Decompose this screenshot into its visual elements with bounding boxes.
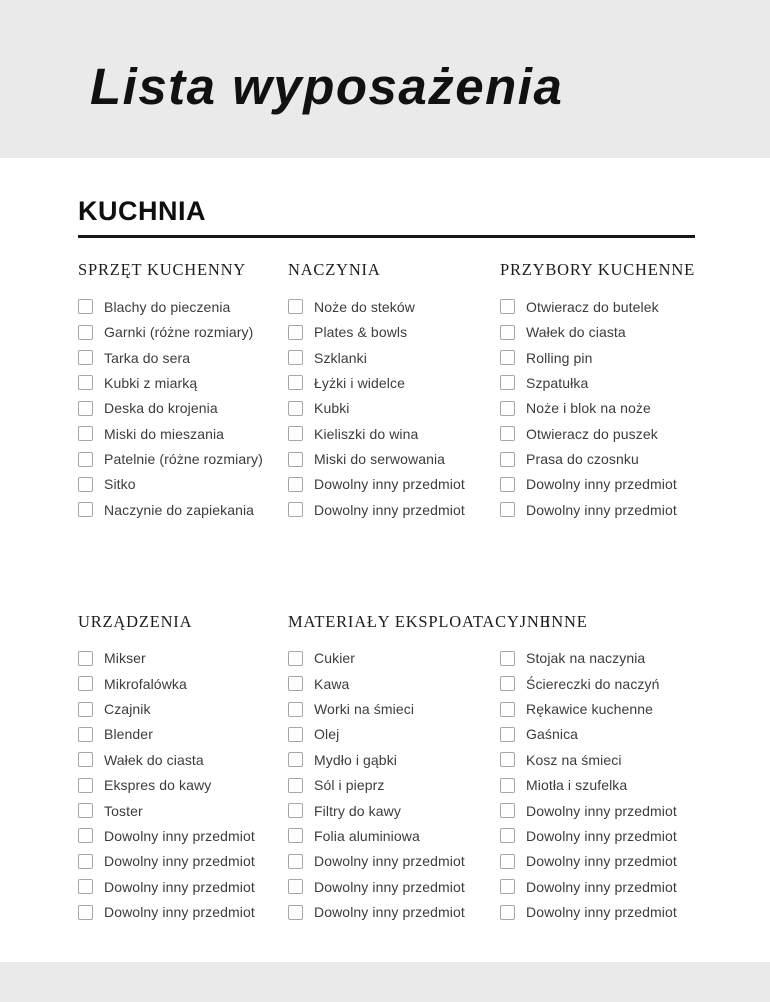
checklist-item [78, 294, 288, 319]
group-heading: MATERIAŁY EKSPLOATACYJNE [288, 611, 551, 631]
checklist-item [288, 396, 500, 421]
checklist-item [78, 446, 288, 471]
checklist-item [500, 722, 695, 747]
section-divider [78, 235, 695, 238]
checklist-item [78, 646, 288, 671]
item-label: Blender [104, 726, 153, 743]
group-heading: NACZYNIA [288, 260, 381, 280]
item-label: Dowolny inny przedmiot [526, 501, 677, 518]
checklist-item [288, 472, 500, 497]
section-title: KUCHNIA [78, 196, 206, 226]
checkbox-unchecked[interactable] [500, 879, 515, 894]
checklist-item [500, 849, 695, 874]
item-label: Naczynie do zapiekania [104, 501, 255, 518]
item-label: Dowolny inny przedmiot [104, 878, 255, 895]
checkbox-unchecked[interactable] [500, 299, 515, 314]
checkbox-unchecked[interactable] [78, 702, 93, 717]
checkbox-unchecked[interactable] [288, 905, 303, 920]
checkbox-unchecked[interactable] [78, 477, 93, 492]
checkbox-unchecked[interactable] [78, 426, 93, 441]
checkbox-unchecked[interactable] [288, 325, 303, 340]
item-label: Dowolny inny przedmiot [314, 501, 465, 518]
item-label: Mydło i gąbki [314, 751, 398, 768]
header-band [0, 0, 770, 158]
checkbox-unchecked[interactable] [288, 828, 303, 843]
item-label: Kawa [314, 675, 350, 692]
checkbox-unchecked[interactable] [78, 854, 93, 869]
checklist-item [500, 823, 695, 848]
checkbox-unchecked[interactable] [288, 727, 303, 742]
checkbox-unchecked[interactable] [288, 676, 303, 691]
checklist-items [288, 646, 500, 925]
item-label: Kubki [314, 400, 350, 417]
checkbox-unchecked[interactable] [500, 401, 515, 416]
checkbox-unchecked[interactable] [288, 651, 303, 666]
checklist-item [78, 747, 288, 772]
item-label: Rolling pin [526, 349, 593, 366]
checkbox-unchecked[interactable] [288, 778, 303, 793]
checkbox-unchecked[interactable] [288, 854, 303, 869]
checkbox-unchecked[interactable] [288, 401, 303, 416]
item-label: Tarka do sera [104, 349, 191, 366]
item-label: Patelnie (różne rozmiary) [104, 451, 263, 468]
item-label: Otwieracz do puszek [526, 425, 658, 442]
checklist-item [288, 646, 500, 671]
item-label: Dowolny inny przedmiot [104, 827, 255, 844]
checkbox-unchecked[interactable] [500, 702, 515, 717]
checklist-item [78, 722, 288, 747]
item-label: Garnki (różne rozmiary) [104, 324, 254, 341]
checklist-item [288, 319, 500, 344]
checkbox-unchecked[interactable] [78, 905, 93, 920]
checklist-items [78, 646, 288, 925]
checkbox-unchecked[interactable] [500, 727, 515, 742]
item-label: Dowolny inny przedmiot [104, 853, 255, 870]
item-label: Wałek do ciasta [104, 751, 204, 768]
checkbox-unchecked[interactable] [78, 375, 93, 390]
checklist-item [500, 497, 695, 522]
checklist-group [500, 260, 695, 523]
checkbox-unchecked[interactable] [500, 452, 515, 467]
item-label: Dowolny inny przedmiot [526, 476, 677, 493]
group-heading: PRZYBORY KUCHENNE [500, 260, 695, 280]
item-label: Prasa do czosnku [526, 451, 639, 468]
checklist-item [288, 446, 500, 471]
item-label: Stojak na naczynia [526, 650, 646, 667]
item-label: Noże do steków [314, 298, 416, 315]
checklist-group [78, 260, 288, 523]
checklist-item [78, 823, 288, 848]
item-label: Dowolny inny przedmiot [314, 476, 465, 493]
group-heading: URZĄDZENIA [78, 611, 193, 631]
checkbox-unchecked[interactable] [288, 375, 303, 390]
checklist-item [78, 497, 288, 522]
checklist-items [500, 646, 695, 925]
item-label: Otwieracz do butelek [526, 298, 659, 315]
checklist-item [288, 497, 500, 522]
item-label: Olej [314, 726, 340, 743]
checklist-row-1 [78, 260, 695, 523]
checklist-item [78, 899, 288, 924]
checklist-item [288, 874, 500, 899]
checklist-item [500, 472, 695, 497]
checklist-item [78, 370, 288, 395]
checklist-item [288, 798, 500, 823]
checklist-item [500, 319, 695, 344]
checkbox-unchecked[interactable] [288, 502, 303, 517]
checklist-item [500, 370, 695, 395]
checklist-items [500, 294, 695, 523]
item-label: Miski do serwowania [314, 451, 446, 468]
checklist-item [500, 798, 695, 823]
item-label: Dowolny inny przedmiot [314, 878, 465, 895]
content [0, 196, 770, 925]
checklist-item [78, 396, 288, 421]
checkbox-unchecked[interactable] [78, 803, 93, 818]
checklist-item [288, 722, 500, 747]
checkbox-unchecked[interactable] [288, 879, 303, 894]
checkbox-unchecked[interactable] [500, 905, 515, 920]
checkbox-unchecked[interactable] [500, 651, 515, 666]
checklist-item [500, 874, 695, 899]
item-label: Folia aluminiowa [314, 827, 420, 844]
checkbox-unchecked[interactable] [288, 426, 303, 441]
checkbox-unchecked[interactable] [500, 375, 515, 390]
item-label: Szklanki [314, 349, 367, 366]
checkbox-unchecked[interactable] [500, 778, 515, 793]
checkbox-unchecked[interactable] [288, 702, 303, 717]
checklist-item [500, 646, 695, 671]
item-label: Toster [104, 802, 143, 819]
checkbox-unchecked[interactable] [78, 401, 93, 416]
item-label: Kosz na śmieci [526, 751, 622, 768]
item-label: Deska do krojenia [104, 400, 218, 417]
checklist-item [288, 849, 500, 874]
item-label: Czajnik [104, 701, 151, 718]
checkbox-unchecked[interactable] [78, 727, 93, 742]
item-label: Ekspres do kawy [104, 777, 212, 794]
checklist-item [78, 319, 288, 344]
checkbox-unchecked[interactable] [288, 477, 303, 492]
item-label: Dowolny inny przedmiot [526, 827, 677, 844]
item-label: Dowolny inny przedmiot [526, 904, 677, 921]
checkbox-unchecked[interactable] [78, 651, 93, 666]
checklist-item [78, 345, 288, 370]
checklist-group [78, 612, 288, 925]
checklist-item [78, 798, 288, 823]
group-heading: SPRZĘT KUCHENNY [78, 260, 247, 280]
item-label: Sól i pieprz [314, 777, 385, 794]
checklist-item [500, 671, 695, 696]
checkbox-unchecked[interactable] [288, 452, 303, 467]
item-label: Wałek do ciasta [526, 324, 626, 341]
checklist-group [500, 612, 695, 925]
item-label: Dowolny inny przedmiot [526, 802, 677, 819]
item-label: Dowolny inny przedmiot [314, 853, 465, 870]
checklist-group [288, 260, 500, 523]
checklist-item [500, 696, 695, 721]
checkbox-unchecked[interactable] [78, 452, 93, 467]
item-label: Mikrofalówka [104, 675, 187, 692]
checklist-item [288, 747, 500, 772]
item-label: Kubki z miarką [104, 374, 198, 391]
item-label: Cukier [314, 650, 356, 667]
checklist-row-2 [78, 612, 695, 925]
checkbox-unchecked[interactable] [500, 325, 515, 340]
checkbox-unchecked[interactable] [288, 299, 303, 314]
checklist-item [78, 472, 288, 497]
page-title: Lista wyposażenia [90, 57, 564, 115]
checklist-item [78, 773, 288, 798]
checklist-item [500, 899, 695, 924]
checkbox-unchecked[interactable] [500, 502, 515, 517]
checklist-item [288, 294, 500, 319]
item-label: Ściereczki do naczyń [526, 675, 660, 692]
checkbox-unchecked[interactable] [288, 752, 303, 767]
checkbox-unchecked[interactable] [500, 854, 515, 869]
checklist-item [500, 345, 695, 370]
item-label: Gaśnica [526, 726, 579, 743]
checkbox-unchecked[interactable] [500, 426, 515, 441]
group-heading: INNE [545, 611, 588, 631]
item-label: Mikser [104, 650, 146, 667]
item-label: Rękawice kuchenne [526, 701, 653, 718]
checklist-item [288, 773, 500, 798]
checklist-item [78, 421, 288, 446]
checklist-item [500, 294, 695, 319]
checkbox-unchecked[interactable] [78, 325, 93, 340]
checkbox-unchecked[interactable] [500, 477, 515, 492]
checklist-item [288, 370, 500, 395]
checkbox-unchecked[interactable] [500, 350, 515, 365]
checklist-item [288, 345, 500, 370]
item-label: Sitko [104, 476, 136, 493]
item-label: Miski do mieszania [104, 425, 225, 442]
checklist-item [78, 874, 288, 899]
item-label: Dowolny inny przedmiot [314, 904, 465, 921]
item-label: Miotła i szufelka [526, 777, 628, 794]
item-label: Filtry do kawy [314, 802, 401, 819]
item-label: Noże i blok na noże [526, 400, 651, 417]
checklist-item [288, 899, 500, 924]
checklist-item [288, 421, 500, 446]
checklist-item [500, 747, 695, 772]
item-label: Kieliszki do wina [314, 425, 419, 442]
item-label: Dowolny inny przedmiot [526, 853, 677, 870]
checkbox-unchecked[interactable] [78, 778, 93, 793]
checklist-item [78, 671, 288, 696]
checkbox-unchecked[interactable] [288, 803, 303, 818]
item-label: Łyżki i widelce [314, 374, 405, 391]
checkbox-unchecked[interactable] [500, 828, 515, 843]
item-label: Szpatułka [526, 374, 589, 391]
footer-band [0, 962, 770, 1002]
checklist-item [500, 446, 695, 471]
checklist-items [78, 294, 288, 523]
checkbox-unchecked[interactable] [78, 676, 93, 691]
checkbox-unchecked[interactable] [500, 752, 515, 767]
checkbox-unchecked[interactable] [500, 676, 515, 691]
checklist-group [288, 611, 551, 925]
checklist-item [288, 823, 500, 848]
item-label: Dowolny inny przedmiot [526, 878, 677, 895]
checkbox-unchecked[interactable] [78, 828, 93, 843]
checklist-item [500, 396, 695, 421]
item-label: Blachy do pieczenia [104, 298, 231, 315]
checkbox-unchecked[interactable] [78, 299, 93, 314]
checkbox-unchecked[interactable] [78, 752, 93, 767]
checklist-item [288, 696, 500, 721]
checkbox-unchecked[interactable] [78, 350, 93, 365]
checkbox-unchecked[interactable] [78, 879, 93, 894]
checkbox-unchecked[interactable] [500, 803, 515, 818]
item-label: Dowolny inny przedmiot [104, 904, 255, 921]
checkbox-unchecked[interactable] [288, 350, 303, 365]
item-label: Worki na śmieci [314, 701, 415, 718]
checklist-item [500, 421, 695, 446]
item-label: Plates & bowls [314, 324, 408, 341]
checklist-item [288, 671, 500, 696]
checklist-item [78, 696, 288, 721]
checkbox-unchecked[interactable] [78, 502, 93, 517]
checklist-item [78, 849, 288, 874]
checklist-items [288, 294, 500, 523]
checklist-item [500, 773, 695, 798]
